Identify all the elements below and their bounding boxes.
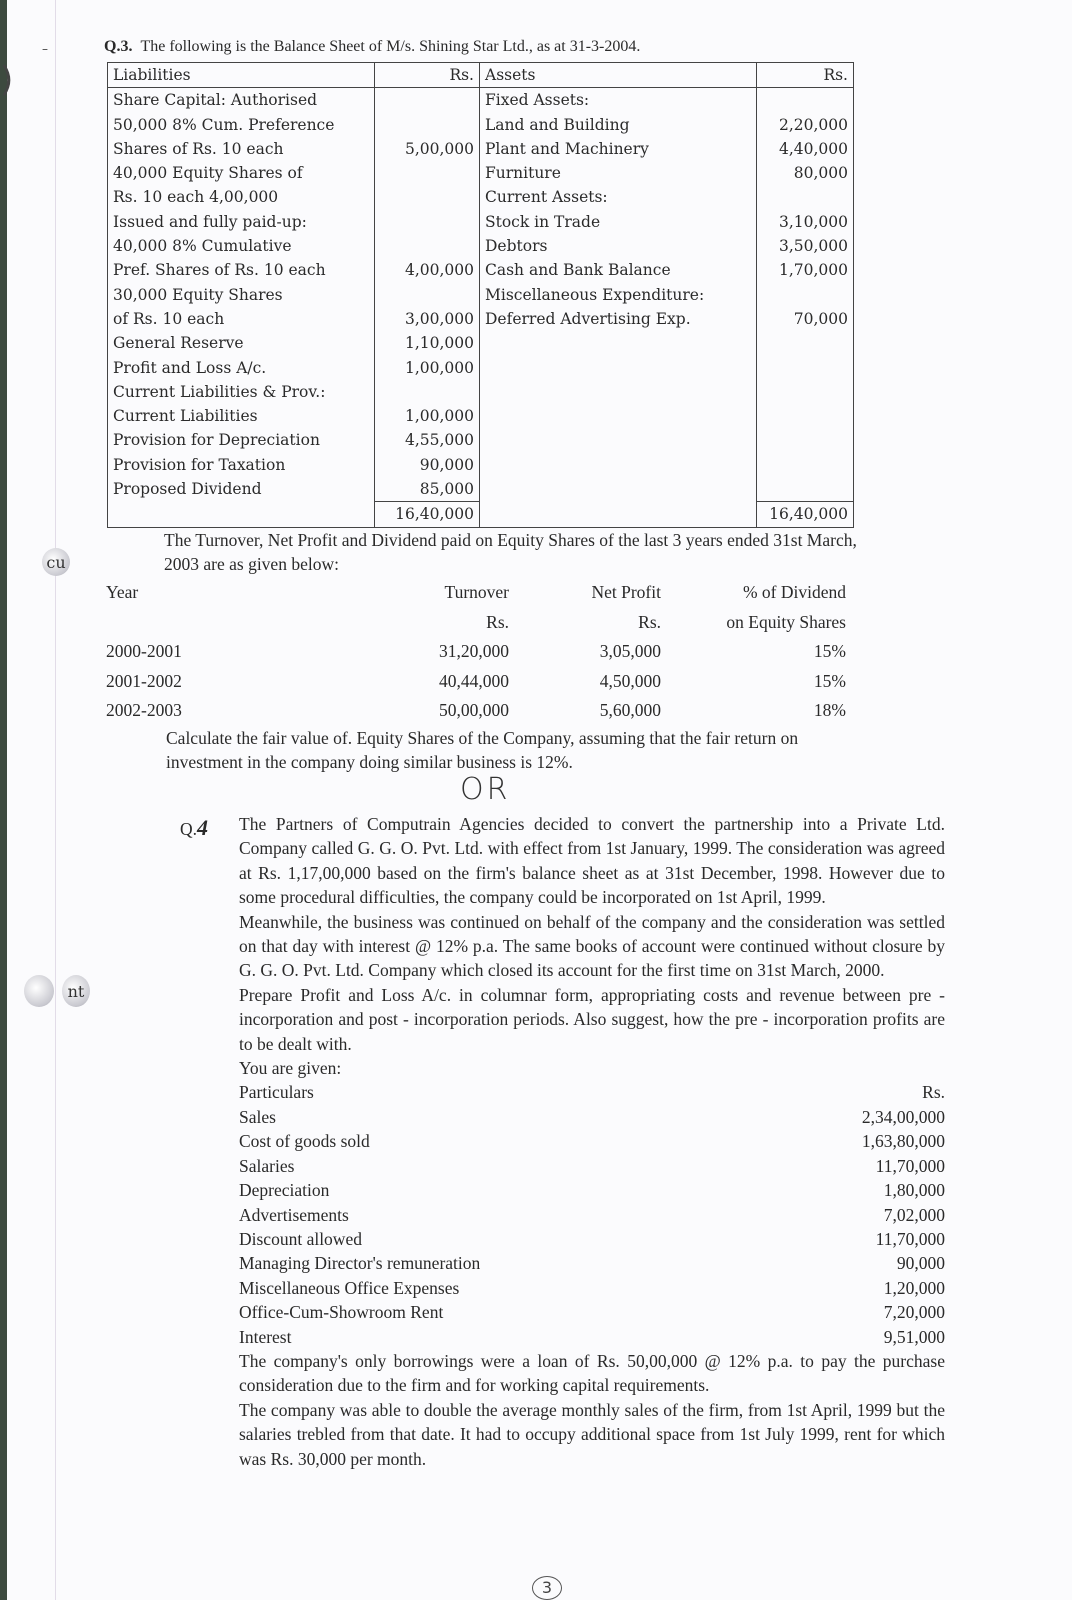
given-item bbox=[239, 1178, 945, 1202]
punch-hole: cu bbox=[42, 548, 70, 576]
cell-turnover: 50,00,000 bbox=[439, 700, 509, 720]
cell-l-amt bbox=[375, 380, 480, 404]
cell-a-amt: 4,40,000 bbox=[757, 137, 854, 161]
dash-mark: – bbox=[42, 42, 48, 56]
cell-a-amt bbox=[757, 404, 854, 428]
balance-sheet-row bbox=[108, 113, 854, 137]
performance-subheader: Rs. Rs. on Equity Shares bbox=[486, 611, 846, 632]
cell-liability: 50,000 8% Cum. Preference bbox=[108, 113, 375, 137]
given-value: 11,70,000 bbox=[875, 1155, 945, 1176]
or-label: OR bbox=[460, 772, 511, 807]
balance-sheet-row bbox=[108, 380, 854, 404]
given-item bbox=[239, 1227, 945, 1251]
performance-row bbox=[106, 637, 851, 667]
cell-l-amt bbox=[375, 88, 480, 113]
cell-asset: Debtors bbox=[480, 234, 757, 258]
balance-sheet-row bbox=[108, 428, 854, 452]
cell-asset bbox=[480, 380, 757, 404]
balance-sheet-row bbox=[108, 234, 854, 258]
q4-paragraph: The company was able to double the average monthly sales of the firm, from 1st April, 1999 but the salaries trebled from that date. It had to occupy additional space from 1st July 1999, rent for which was Rs. 30,000 per month. bbox=[239, 1399, 945, 1469]
given-label: Miscellaneous Office Expenses bbox=[239, 1277, 460, 1298]
cell-liability: 40,000 8% Cumulative bbox=[108, 234, 375, 258]
header-assets: Assets bbox=[480, 63, 757, 88]
cell-a-amt: 2,20,000 bbox=[757, 113, 854, 137]
given-value: 7,02,000 bbox=[883, 1204, 945, 1225]
balance-sheet-row bbox=[108, 258, 854, 282]
q4-body bbox=[239, 812, 945, 1471]
given-value: 9,51,000 bbox=[883, 1326, 945, 1347]
cell-year: 2000-2001 bbox=[106, 641, 182, 661]
cell-liability: Proposed Dividend bbox=[108, 477, 375, 502]
balance-sheet-table bbox=[107, 62, 854, 528]
given-item bbox=[239, 1251, 945, 1275]
cell-net-profit: 3,05,000 bbox=[599, 641, 661, 661]
cell-asset: Plant and Machinery bbox=[480, 137, 757, 161]
q4-paragraph: You are given: bbox=[239, 1058, 342, 1079]
punch-hole bbox=[24, 975, 54, 1007]
cell-asset: Deferred Advertising Exp. bbox=[480, 307, 757, 331]
cell-liability: Issued and fully paid-up: bbox=[108, 210, 375, 234]
given-label: Salaries bbox=[239, 1155, 295, 1176]
header-rs: Rs. bbox=[375, 63, 480, 88]
cell-asset: Current Assets: bbox=[480, 185, 757, 209]
cell-year: 2001-2002 bbox=[106, 670, 182, 691]
given-label: Discount allowed bbox=[239, 1228, 362, 1249]
given-label: Sales bbox=[239, 1106, 276, 1127]
balance-sheet-row bbox=[108, 283, 854, 307]
cell-l-amt: 90,000 bbox=[375, 453, 480, 477]
given-label: Depreciation bbox=[239, 1180, 330, 1201]
cell-l-amt: 5,00,000 bbox=[375, 137, 480, 161]
cell-l-amt: 1,00,000 bbox=[375, 356, 480, 380]
given-value: 2,34,00,000 bbox=[861, 1106, 945, 1127]
cell-a-amt bbox=[757, 185, 854, 209]
cell-a-amt: 3,10,000 bbox=[757, 210, 854, 234]
cell-liability: General Reserve bbox=[108, 331, 375, 355]
q4-paragraph: Prepare Profit and Loss A/c. in columnar form, appropriating costs and revenue between pre - incorporation and post - incorporation periods. Also suggest, how the pre - incorporation profits are to be dealt with. bbox=[239, 984, 945, 1054]
balance-sheet-row bbox=[108, 331, 854, 355]
cell-net-profit: 4,50,000 bbox=[599, 670, 661, 691]
page-number: 3 bbox=[532, 1576, 562, 1600]
cell-asset bbox=[480, 453, 757, 477]
given-label: Advertisements bbox=[239, 1204, 349, 1225]
cell-l-amt: 4,55,000 bbox=[375, 428, 480, 452]
cell-asset: Miscellaneous Expenditure: bbox=[480, 283, 757, 307]
cell-a-amt bbox=[757, 453, 854, 477]
given-item bbox=[239, 1325, 945, 1349]
q3-title bbox=[104, 38, 640, 56]
balance-sheet-row bbox=[108, 404, 854, 428]
balance-sheet-row bbox=[108, 453, 854, 477]
given-value: 1,63,80,000 bbox=[861, 1131, 945, 1152]
cell-liability: Shares of Rs. 10 each bbox=[108, 137, 375, 161]
cell-liability: 30,000 Equity Shares bbox=[108, 283, 375, 307]
given-item bbox=[239, 1154, 945, 1178]
cell-l-amt bbox=[375, 113, 480, 137]
cell-liability: 40,000 Equity Shares of bbox=[108, 161, 375, 185]
cell-a-amt bbox=[757, 428, 854, 452]
cell-a-amt bbox=[757, 283, 854, 307]
balance-sheet-header bbox=[108, 63, 854, 88]
cell-liability: Current Liabilities bbox=[108, 404, 375, 428]
cell-asset: Fixed Assets: bbox=[480, 88, 757, 113]
given-header: Particulars Rs. bbox=[239, 1082, 945, 1103]
balance-sheet-row bbox=[108, 210, 854, 234]
cell-a-amt bbox=[757, 331, 854, 355]
given-item bbox=[239, 1129, 945, 1153]
cell-liability: Provision for Taxation bbox=[108, 453, 375, 477]
performance-row bbox=[106, 667, 851, 697]
punch-hole: nt bbox=[62, 975, 90, 1007]
q3-title-text: The following is the Balance Sheet of M/s. Shining Star Ltd., as at 31-3-2004. bbox=[140, 38, 641, 55]
cell-a-amt: 80,000 bbox=[757, 161, 854, 185]
cell-l-amt bbox=[375, 161, 480, 185]
cell-a-amt bbox=[757, 380, 854, 404]
given-label: Interest bbox=[239, 1326, 292, 1347]
given-value: 11,70,000 bbox=[875, 1228, 945, 1249]
cell-l-amt bbox=[375, 185, 480, 209]
cell-a-amt bbox=[757, 477, 854, 502]
cell-net-profit: 5,60,000 bbox=[599, 700, 661, 720]
cell-turnover: 31,20,000 bbox=[439, 641, 509, 661]
cell-turnover: 40,44,000 bbox=[439, 670, 509, 691]
q3-question: Calculate the fair value of. Equity Shares of the Company, assuming that the fair return on investment in the company doing similar business is 12%. bbox=[166, 728, 799, 772]
cell-l-amt: 1,10,000 bbox=[375, 331, 480, 355]
cell-liability: Rs. 10 each 4,00,000 bbox=[108, 185, 375, 209]
cell-asset: Land and Building bbox=[480, 113, 757, 137]
given-item bbox=[239, 1203, 945, 1227]
given-item bbox=[239, 1276, 945, 1300]
cell-year: 2002-2003 bbox=[106, 700, 182, 720]
cell-l-amt: 4,00,000 bbox=[375, 258, 480, 282]
cell-liability: Profit and Loss A/c. bbox=[108, 356, 375, 380]
cell-a-amt bbox=[757, 88, 854, 113]
given-label: Managing Director's remuneration bbox=[239, 1253, 481, 1274]
given-value: 7,20,000 bbox=[883, 1302, 945, 1323]
cell-asset bbox=[480, 331, 757, 355]
margin-line bbox=[55, 0, 56, 1600]
balance-sheet-total-row bbox=[108, 502, 854, 527]
cell-asset bbox=[480, 477, 757, 502]
balance-sheet-row bbox=[108, 185, 854, 209]
header-liabilities: Liabilities bbox=[108, 63, 375, 88]
given-item bbox=[239, 1105, 945, 1129]
given-value: 90,000 bbox=[896, 1253, 945, 1274]
q4-paragraph: The company's only borrowings were a loan of Rs. 50,00,000 @ 12% p.a. to pay the purchase consideration due to the firm and for working capital requirements. bbox=[239, 1350, 945, 1396]
cell-a-amt bbox=[757, 356, 854, 380]
cell-dividend: 15% bbox=[813, 641, 846, 661]
balance-sheet-row bbox=[108, 307, 854, 331]
total-liabilities: 16,40,000 bbox=[375, 502, 480, 527]
cell-dividend: 15% bbox=[813, 670, 846, 691]
header-rs: Rs. bbox=[757, 63, 854, 88]
cell-a-amt: 70,000 bbox=[757, 307, 854, 331]
q4-paragraph: Meanwhile, the business was continued on behalf of the company and the consideration was settled on that day with interest @ 12% p.a. The same books of account were continued without closure by G. G. O. Pvt. Ltd. Company which closed its account for the first time on 31st March, 2000. bbox=[239, 911, 945, 981]
cell-l-amt bbox=[375, 210, 480, 234]
cell-asset bbox=[480, 404, 757, 428]
performance-table bbox=[106, 578, 851, 726]
given-item bbox=[239, 1300, 945, 1324]
q3-number: Q.3. bbox=[104, 38, 133, 55]
performance-row bbox=[106, 696, 851, 726]
balance-sheet-row bbox=[108, 356, 854, 380]
cell-liability: Pref. Shares of Rs. 10 each bbox=[108, 258, 375, 282]
cell-liability: Share Capital: Authorised bbox=[108, 88, 375, 113]
cell-liability: Current Liabilities & Prov.: bbox=[108, 380, 375, 404]
cell-dividend: 18% bbox=[813, 700, 846, 720]
cell-asset bbox=[480, 356, 757, 380]
cell-asset: Stock in Trade bbox=[480, 210, 757, 234]
cell-l-amt: 85,000 bbox=[375, 477, 480, 502]
given-label: Office-Cum-Showroom Rent bbox=[239, 1302, 444, 1323]
cell-liability: Provision for Depreciation bbox=[108, 428, 375, 452]
balance-sheet-row bbox=[108, 88, 854, 113]
cell-asset: Cash and Bank Balance bbox=[480, 258, 757, 282]
cell-l-amt: 1,00,000 bbox=[375, 404, 480, 428]
cell-a-amt: 3,50,000 bbox=[757, 234, 854, 258]
cell-l-amt bbox=[375, 283, 480, 307]
balance-sheet-row bbox=[108, 477, 854, 502]
balance-sheet-row bbox=[108, 137, 854, 161]
cell-asset: Furniture bbox=[480, 161, 757, 185]
cell-l-amt: 3,00,000 bbox=[375, 307, 480, 331]
q3-intro: The Turnover, Net Profit and Dividend paid on Equity Shares of the last 3 years ended 31st March, 2003 are as given below: bbox=[164, 530, 857, 574]
bracket-mark: ) bbox=[0, 60, 14, 100]
cell-asset bbox=[480, 428, 757, 452]
total-assets: 16,40,000 bbox=[757, 502, 854, 527]
q4-paragraph: The Partners of Computrain Agencies decided to convert the partnership into a Private Ltd. Company called G. G. O. Pvt. Ltd. with effect from 1st January, 1999. The consideration was agreed at Rs. 1,17,00,000 based on the firm's balance sheet as at 31st December, 1998. However due to some procedural difficulties, the company could be incorporated on 1st April, 1999. bbox=[239, 814, 945, 908]
cell-l-amt bbox=[375, 234, 480, 258]
cell-a-amt: 1,70,000 bbox=[757, 258, 854, 282]
q4-number: Q.4 bbox=[180, 815, 209, 840]
scan-edge bbox=[0, 0, 7, 1600]
cell-liability: of Rs. 10 each bbox=[108, 307, 375, 331]
balance-sheet-row bbox=[108, 161, 854, 185]
performance-header: Year Turnover Net Profit % of Dividend bbox=[106, 582, 846, 602]
given-label: Cost of goods sold bbox=[239, 1131, 370, 1152]
given-value: 1,20,000 bbox=[883, 1277, 945, 1298]
given-value: 1,80,000 bbox=[883, 1180, 945, 1201]
